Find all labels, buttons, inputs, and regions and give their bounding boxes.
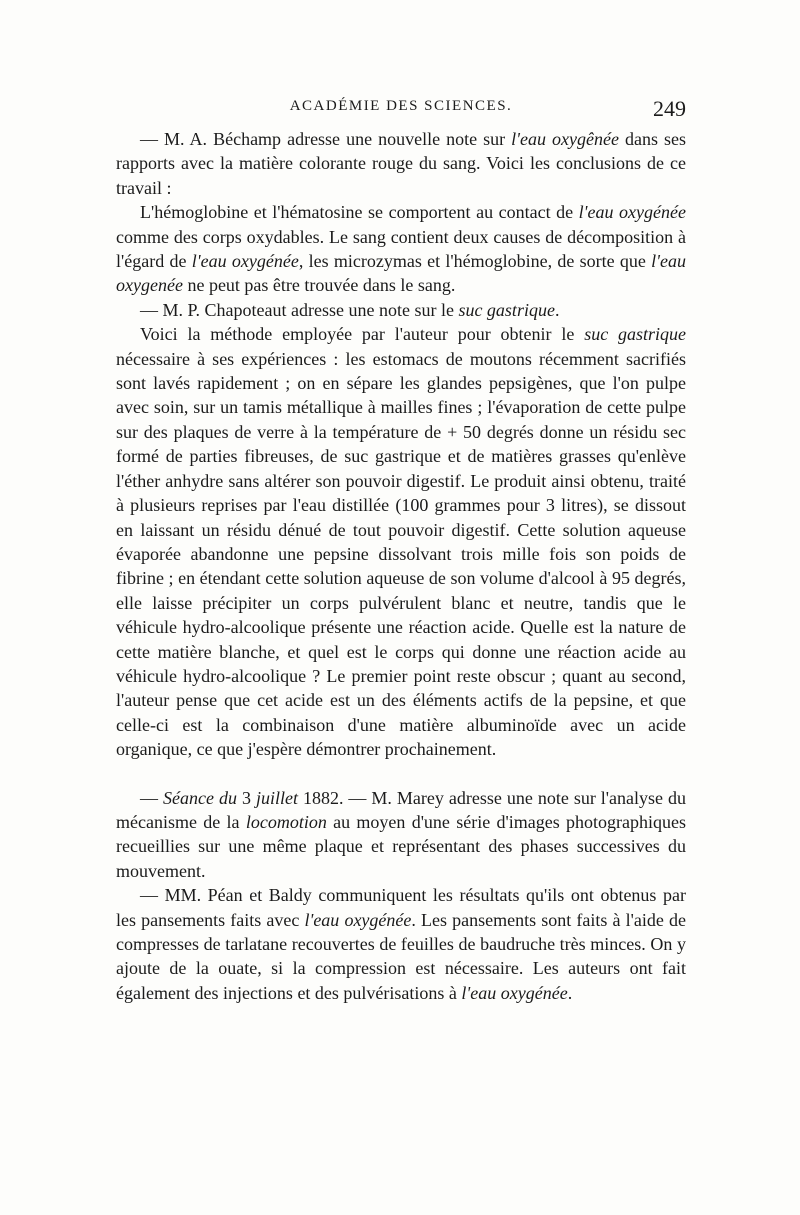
text-run: , les microzymas et l'hémoglobine, de sorte que — [298, 251, 652, 272]
italic-term: l'eau oxygênée — [511, 129, 619, 149]
paragraph-seance-marey — [116, 786, 686, 884]
italic-term: l'eau oxygenée — [116, 251, 686, 296]
paragraph-bechamp — [116, 127, 686, 200]
text-run: — — [140, 787, 163, 808]
italic-term: Séance du — [163, 787, 237, 808]
text-run: 1882. — M. Marey adresse une note sur l'analyse du mécanisme de la — [116, 787, 687, 832]
body-text — [116, 127, 686, 1005]
text-run: au moyen d'une série d'images photographiques recueillies sur une même plaque et représentant des phases successives du mouvement. — [116, 811, 686, 881]
text-run: nécessaire à ses expériences : les estomacs de moutons récemment sacrifiés sont lavés rapidement ; on en sépare les glandes pepsigènes, que l'on pulpe avec soin, sur un tamis métallique à mailles fines ; l'évaporation de cette pulpe sur des plaques de verre à la température de + 50 degrés donne un résidu sec formé de parties fibreuses, de suc gastrique et de matières grasses qu'enlève l'éther anhydre sans altérer son pouvoir digestif. Le produit ainsi obtenu, traité à plusieurs reprises par l'eau distillée (100 grammes pour 3 litres), se dissout en laissant un résidu dénué de tout pouvoir digestif. Cette solution aqueuse évaporée abandonne une pepsine dissolvant trois mille fois son poids de fibrine ; en étendant cette solution aqueuse de son volume d'alcool à 95 degrés, elle laisse précipiter un corps pulvérulent blanc et neutre, tandis que le véhicule hydro-alcoolique présente une réaction acide. Quelle est la nature de cette matière blanche, et quel est le corps qui donne une réaction acide au véhicule hydro-alcoolique ? Le premier point reste obscur ; quant au second, l'auteur pense que cet acide est un des éléments actifs de la pepsine, et que celle-ci est la combinaison d'une matière albuminoïde avec un acide organique, ce que j'espère démontrer prochainement. — [116, 348, 686, 760]
text-run: — M. A. Béchamp adresse une nouvelle note sur — [140, 129, 512, 149]
text-run: 3 — [236, 787, 256, 808]
italic-term: juillet — [255, 787, 298, 808]
paragraph-chapoteaut — [116, 298, 686, 322]
italic-term: l'eau oxygénée — [578, 202, 686, 223]
text-run: Voici la méthode employée par l'auteur pour obtenir le — [140, 324, 585, 345]
text-run: ne peut pas être trouvée dans le sang. — [182, 275, 456, 296]
italic-term: l'eau oxygénée — [461, 982, 568, 1003]
text-run: — MM. Péan et Baldy communiquent les résultats qu'ils ont obtenus par les pansements faits avec — [116, 885, 686, 930]
paragraph-bechamp-conclusions — [116, 200, 686, 298]
italic-term: suc gastrique — [584, 324, 687, 345]
page-header — [116, 96, 686, 126]
italic-term: locomotion — [245, 811, 327, 832]
text-run: L'hémoglobine et l'hématosine se comportent au contact de — [140, 202, 579, 223]
text-run: . Les pansements sont faits à l'aide de compresses de tarlatane recouvertes de feuilles de baudruche très minces. On y ajoute de la ouate, si la compression est nécessaire. Les auteurs ont fait également des injections et des pulvérisations à — [116, 909, 686, 1003]
text-run: . — [554, 299, 560, 320]
text-run: comme des corps oxydables. Le sang contient deux causes de décomposition à l'égard de — [116, 226, 686, 272]
italic-term: suc gastrique — [458, 299, 555, 320]
page-number: 249 — [653, 96, 686, 121]
text-run: dans ses rapports avec la matière colorante rouge du sang. Voici les conclusions de ce travail : — [116, 129, 686, 198]
text-run: . — [567, 982, 573, 1003]
text-run: — M. P. Chapoteaut adresse une note sur le — [140, 299, 459, 320]
paragraph-chapoteaut-method — [116, 322, 686, 761]
italic-term: l'eau oxygénée — [304, 909, 412, 930]
italic-term: l'eau oxygénée — [191, 251, 299, 272]
paragraph-pean-baldy — [116, 883, 686, 1005]
running-head: ACADÉMIE DES SCIENCES. — [289, 98, 513, 114]
